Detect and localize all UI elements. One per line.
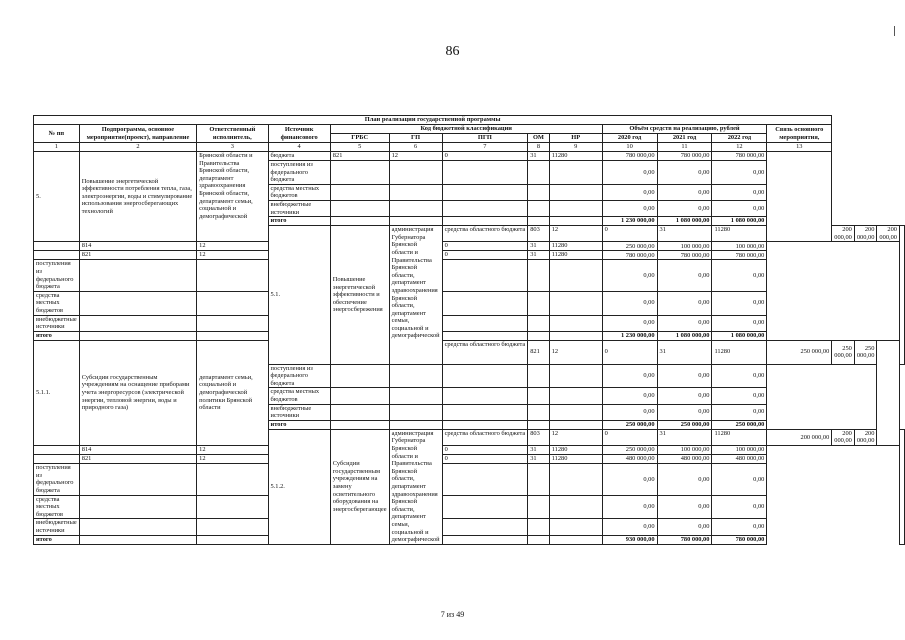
- amount-2020: 0,00: [602, 184, 657, 200]
- code-cell: 12: [549, 226, 602, 242]
- amount-2021: 200 000,00: [854, 226, 877, 242]
- code-cell: 31: [657, 340, 712, 364]
- amount-2020: 0,00: [602, 291, 657, 315]
- source: внебюджетные источники: [268, 200, 330, 216]
- amount-2021: 250 000,00: [832, 340, 855, 364]
- header-2020: 2020 год: [602, 134, 657, 143]
- amount-2022: 0,00: [712, 519, 767, 535]
- amount-2020: 780 000,00: [602, 152, 657, 161]
- link-cell: [900, 226, 905, 365]
- source: поступления из федерального бюджета: [268, 161, 330, 185]
- source: средства областного бюджета: [442, 340, 528, 364]
- amount-2021: 0,00: [657, 495, 712, 519]
- amount-2020: 480 000,00: [602, 455, 657, 464]
- edge-mark: [894, 26, 895, 36]
- source: средства местных бюджетов: [34, 495, 80, 519]
- executor: администрация Губернатора Брянской области и Правительства Брянской области, департамент здравоохранения Брянской области, департамент семьи, социальной и демографической: [389, 226, 442, 365]
- code-cell: 12: [197, 446, 268, 455]
- col-number: 7: [442, 143, 528, 152]
- col-number: 1: [34, 143, 80, 152]
- page-number: 86: [445, 44, 460, 59]
- amount-2022: 0,00: [712, 315, 767, 331]
- code-cell: 814: [79, 446, 196, 455]
- activity-name: Субсидии государственным учреждениям на оснащение приборами учета энергоресурсов (электрической энергии, тепловой энергии, воды и природного газа): [79, 340, 196, 445]
- code-cell: 803: [528, 226, 549, 242]
- amount-2021: 0,00: [657, 364, 712, 388]
- amount-2022: 480 000,00: [712, 455, 767, 464]
- total-2020: 930 000,00: [602, 535, 657, 544]
- code-cell: 31: [528, 446, 549, 455]
- header-gp: ГП: [389, 134, 442, 143]
- col-number: 6: [389, 143, 442, 152]
- executor: администрация Губернатора Брянской области и Правительства Брянской области, департамент здравоохранения Брянской области, департамент семьи, социальной и демографической: [389, 429, 442, 544]
- header-num: № пп: [34, 125, 80, 143]
- header-link: Связь основного мероприятия,: [767, 125, 832, 143]
- code-cell: 11280: [549, 152, 602, 161]
- amount-2022: 0,00: [712, 291, 767, 315]
- amount-2021: 0,00: [657, 291, 712, 315]
- source: поступления из федерального бюджета: [268, 364, 330, 388]
- amount-2021: 0,00: [657, 464, 712, 495]
- source-total: итого: [268, 420, 330, 429]
- amount-2020: 250 000,00: [602, 242, 657, 251]
- code-cell: 11280: [549, 251, 602, 260]
- amount-2020: 0,00: [602, 404, 657, 420]
- total-2022: 250 000,00: [712, 420, 767, 429]
- col-number: 4: [268, 143, 330, 152]
- amount-2021: 100 000,00: [657, 446, 712, 455]
- amount-2022: 200 000,00: [854, 429, 877, 445]
- amount-2020: 200 000,00: [767, 429, 832, 445]
- amount-2021: 0,00: [657, 161, 712, 185]
- amount-2022: 100 000,00: [712, 446, 767, 455]
- header-source: Источник финансового: [268, 125, 330, 143]
- code-cell: 11280: [549, 446, 602, 455]
- amount-2022: 780 000,00: [712, 152, 767, 161]
- source: внебюджетные источники: [268, 404, 330, 420]
- source: бюджета: [268, 152, 330, 161]
- amount-2020: 0,00: [602, 388, 657, 404]
- code-cell: 821: [79, 251, 196, 260]
- col-number: 5: [330, 143, 389, 152]
- amount-2022: 200 000,00: [877, 226, 900, 242]
- col-number: 2: [79, 143, 196, 152]
- amount-2022: 0,00: [712, 404, 767, 420]
- code-cell: 0: [442, 152, 528, 161]
- total-2020: 1 230 000,00: [602, 331, 657, 340]
- col-number: 10: [602, 143, 657, 152]
- amount-2020: 780 000,00: [602, 251, 657, 260]
- source: средства местных бюджетов: [268, 388, 330, 404]
- code-cell: 11280: [549, 455, 602, 464]
- amount-2020: 0,00: [602, 364, 657, 388]
- activity-name: Повышение энергетической эффективности и обеспечение энергосбережения: [330, 226, 389, 365]
- amount-2022: 0,00: [712, 260, 767, 291]
- amount-2022: 0,00: [712, 388, 767, 404]
- table-title: План реализации государственной программы: [34, 116, 832, 125]
- source: средства областного бюджета: [442, 226, 528, 242]
- header-grbs: ГРБС: [330, 134, 389, 143]
- header-nr: НР: [549, 134, 602, 143]
- amount-2021: 100 000,00: [657, 242, 712, 251]
- program-plan-table: [33, 115, 905, 545]
- amount-2022: 0,00: [712, 161, 767, 185]
- code-cell: 821: [79, 455, 196, 464]
- source: средства областного бюджета: [442, 429, 528, 445]
- amount-2020: 250 000,00: [602, 446, 657, 455]
- total-2021: 1 080 000,00: [657, 217, 712, 226]
- header-executor: Ответственный исполнитель,: [197, 125, 268, 143]
- amount-2020: 0,00: [602, 260, 657, 291]
- total-2021: 250 000,00: [657, 420, 712, 429]
- source: средства местных бюджетов: [34, 291, 80, 315]
- col-number: 12: [712, 143, 767, 152]
- row-number: 5.1.: [268, 226, 330, 365]
- code-cell: 12: [197, 455, 268, 464]
- code-cell: 0: [442, 242, 528, 251]
- amount-2020: 200 000,00: [832, 226, 855, 242]
- amount-2022: 780 000,00: [712, 251, 767, 260]
- col-number: 11: [657, 143, 712, 152]
- link-cell: [877, 340, 900, 445]
- total-2020: 1 230 000,00: [602, 217, 657, 226]
- total-2022: 1 080 000,00: [712, 217, 767, 226]
- code-cell: 11280: [712, 429, 767, 445]
- source: внебюджетные источники: [34, 519, 80, 535]
- code-cell: 814: [79, 242, 196, 251]
- amount-2021: 200 000,00: [832, 429, 855, 445]
- code-cell: 11280: [712, 340, 767, 364]
- source: поступления из федерального бюджета: [34, 260, 80, 291]
- code-cell: 0: [442, 455, 528, 464]
- amount-2020: 0,00: [602, 161, 657, 185]
- row-number: 5.1.1.: [34, 340, 80, 445]
- code-cell: 31: [528, 242, 549, 251]
- code-cell: 0: [602, 226, 657, 242]
- amount-2022: 100 000,00: [712, 242, 767, 251]
- amount-2021: 0,00: [657, 184, 712, 200]
- amount-2021: 480 000,00: [657, 455, 712, 464]
- code-cell: 31: [528, 152, 549, 161]
- amount-2022: 250 000,00: [854, 340, 877, 364]
- code-cell: 12: [549, 340, 602, 364]
- code-cell: 31: [657, 226, 712, 242]
- col-number: 9: [549, 143, 602, 152]
- amount-2022: 0,00: [712, 364, 767, 388]
- total-2022: 1 080 000,00: [712, 331, 767, 340]
- header-2022: 2022 год: [712, 134, 767, 143]
- header-budget-code: Код бюджетной классификации: [330, 125, 602, 134]
- source-total: итого: [268, 217, 330, 226]
- link-cell: [900, 429, 905, 544]
- source: поступления из федерального бюджета: [34, 464, 80, 495]
- code-cell: 12: [197, 242, 268, 251]
- header-pgp: ПГП: [442, 134, 528, 143]
- amount-2020: 0,00: [602, 464, 657, 495]
- activity-name: Повышение энергетической эффективности потребления тепла, газа, электроэнергии, воды и стимулирование использования энергосберегающих технологий: [79, 152, 196, 242]
- amount-2021: 0,00: [657, 388, 712, 404]
- code-cell: 11280: [549, 242, 602, 251]
- total-2022: 780 000,00: [712, 535, 767, 544]
- amount-2020: 0,00: [602, 315, 657, 331]
- header-volume: Объём средств на реализацию, рублей: [602, 125, 767, 134]
- code-cell: 31: [528, 455, 549, 464]
- header-2021: 2021 год: [657, 134, 712, 143]
- code-cell: 0: [602, 429, 657, 445]
- amount-2020: 0,00: [602, 495, 657, 519]
- col-number: 13: [767, 143, 832, 152]
- col-number: 3: [197, 143, 268, 152]
- code-cell: 0: [442, 251, 528, 260]
- amount-2020: 250 000,00: [767, 340, 832, 364]
- source: средства местных бюджетов: [268, 184, 330, 200]
- code-cell: 31: [528, 251, 549, 260]
- amount-2021: 780 000,00: [657, 251, 712, 260]
- code-cell: 821: [330, 152, 389, 161]
- amount-2022: 0,00: [712, 464, 767, 495]
- link-cell: [767, 152, 832, 242]
- amount-2020: 0,00: [602, 200, 657, 216]
- total-2021: 780 000,00: [657, 535, 712, 544]
- amount-2022: 0,00: [712, 495, 767, 519]
- total-2021: 1 080 000,00: [657, 331, 712, 340]
- source-total: итого: [34, 331, 80, 340]
- header-om: ОМ: [528, 134, 549, 143]
- executor: департамент семьи, социальной и демографической политики Брянской области: [197, 340, 268, 445]
- code-cell: 0: [602, 340, 657, 364]
- activity-name: Субсидии государственным учреждениям на замену осветительного оборудования на энергосберегающее: [330, 429, 389, 544]
- amount-2021: 0,00: [657, 260, 712, 291]
- code-cell: 12: [549, 429, 602, 445]
- source-total: итого: [34, 535, 80, 544]
- total-2020: 250 000,00: [602, 420, 657, 429]
- amount-2021: 0,00: [657, 519, 712, 535]
- page-footer: 7 из 49: [440, 610, 465, 619]
- amount-2020: 0,00: [602, 519, 657, 535]
- amount-2021: 0,00: [657, 404, 712, 420]
- col-number: 8: [528, 143, 549, 152]
- amount-2021: 0,00: [657, 200, 712, 216]
- amount-2022: 0,00: [712, 200, 767, 216]
- row-number: 5.1.2.: [268, 429, 330, 544]
- header-name: Подпрограмма, основное мероприятие(проект), направление: [79, 125, 196, 143]
- amount-2021: 0,00: [657, 315, 712, 331]
- amount-2021: 780 000,00: [657, 152, 712, 161]
- code-cell: 803: [528, 429, 549, 445]
- row-number: 5.: [34, 152, 80, 242]
- code-cell: 0: [442, 446, 528, 455]
- source: внебюджетные источники: [34, 315, 80, 331]
- amount-2022: 0,00: [712, 184, 767, 200]
- code-cell: 31: [657, 429, 712, 445]
- code-cell: 821: [528, 340, 549, 364]
- code-cell: 11280: [712, 226, 767, 242]
- code-cell: 12: [197, 251, 268, 260]
- executor: Брянской области и Правительства Брянской области, департамент здравоохранения Брянской области, департамент семьи, социальной и демографической: [197, 152, 268, 242]
- code-cell: 12: [389, 152, 442, 161]
